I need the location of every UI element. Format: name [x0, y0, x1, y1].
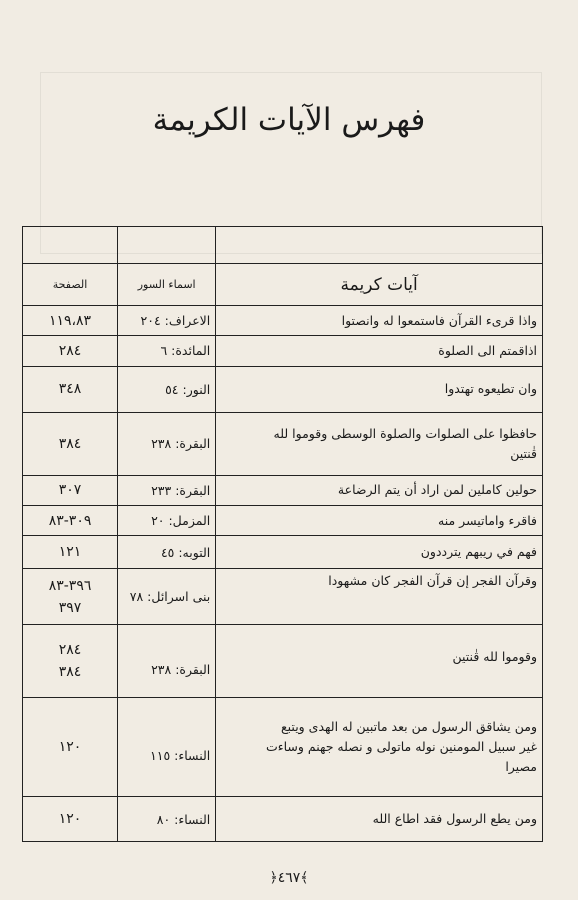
surah-cell: النساء: ٨٠	[118, 797, 216, 842]
surah-cell: البقرة: ٢٣٨	[118, 625, 216, 698]
surah-cell: المزمل: ٢٠	[118, 506, 216, 536]
table-top-row	[23, 227, 543, 264]
table-row	[23, 568, 543, 625]
page-number: ﴿٤٦٧﴾	[269, 870, 309, 886]
table-row	[23, 336, 543, 366]
verse-cell: وقرآن الفجر إن قرآن الفجر كان مشهودا	[216, 568, 543, 625]
table-row	[23, 797, 543, 842]
verse-cell: اذاقمتم الى الصلوة	[216, 336, 543, 366]
verse-cell: فهم في ريبهم يترددون	[216, 536, 543, 568]
page-cell: ٣٩٦-٨٣ ٣٩٧	[23, 568, 118, 625]
table-header-row	[23, 264, 543, 305]
surah-cell: البقرة: ٢٣٨	[118, 413, 216, 476]
page-cell: ٣٠٧	[23, 475, 118, 505]
verse-cell: وقوموا لله قٰنتين	[216, 625, 543, 698]
surah-cell: بنى اسرائل: ٧٨	[118, 568, 216, 625]
table-row	[23, 625, 543, 698]
page-cell: ١٢٠	[23, 698, 118, 797]
page-cell: ٢٨٤ ٣٨٤	[23, 625, 118, 698]
page-cell: ١٢٠	[23, 797, 118, 842]
header-surah: اسماء السور	[118, 264, 216, 305]
page-cell: ٣٠٩-٨٣	[23, 506, 118, 536]
table-row	[23, 366, 543, 413]
surah-cell: النور: ٥٤	[118, 366, 216, 413]
page-cell: ٣٨٤	[23, 413, 118, 476]
table-row	[23, 506, 543, 536]
verse-cell: وان تطيعوه تهتدوا	[216, 366, 543, 413]
surah-cell: التوبه: ٤٥	[118, 536, 216, 568]
table-row	[23, 305, 543, 335]
header-verse: آيات كريمة	[216, 264, 543, 305]
header-page: الصفحة	[23, 264, 118, 305]
page-cell: ١١٩،٨٣	[23, 305, 118, 335]
surah-cell: المائدة: ٦	[118, 336, 216, 366]
verse-index-table	[22, 226, 543, 842]
verse-cell: فاقرء واماتيسر منه	[216, 506, 543, 536]
table-row	[23, 475, 543, 505]
page-cell: ١٢١	[23, 536, 118, 568]
surah-cell: الاعراف: ٢٠٤	[118, 305, 216, 335]
verse-cell: حولين كاملين لمن اراد أن يتم الرضاعة	[216, 475, 543, 505]
verse-cell: ومن يطع الرسول فقد اطاع الله	[216, 797, 543, 842]
verse-cell: واذا قرىء القرآن فاستمعوا له وانصتوا	[216, 305, 543, 335]
table-row	[23, 536, 543, 568]
page-title: فهرس الآيات الكريمة	[152, 102, 426, 138]
table-row	[23, 698, 543, 797]
surah-cell: البقرة: ٢٣٣	[118, 475, 216, 505]
page-cell: ٢٨٤	[23, 336, 118, 366]
surah-cell: النساء: ١١٥	[118, 698, 216, 797]
table-row	[23, 413, 543, 476]
verse-cell: ومن يشاقق الرسول من بعد ماتبين له الهدى ويتبع غير سبيل المومنين نوله ماتولى و نصله جهنم وساءت مصيرا	[216, 698, 543, 797]
page-cell: ٣٤٨	[23, 366, 118, 413]
verse-cell: حافظوا على الصلوات والصلوة الوسطى وقوموا لله قٰنتين	[216, 413, 543, 476]
